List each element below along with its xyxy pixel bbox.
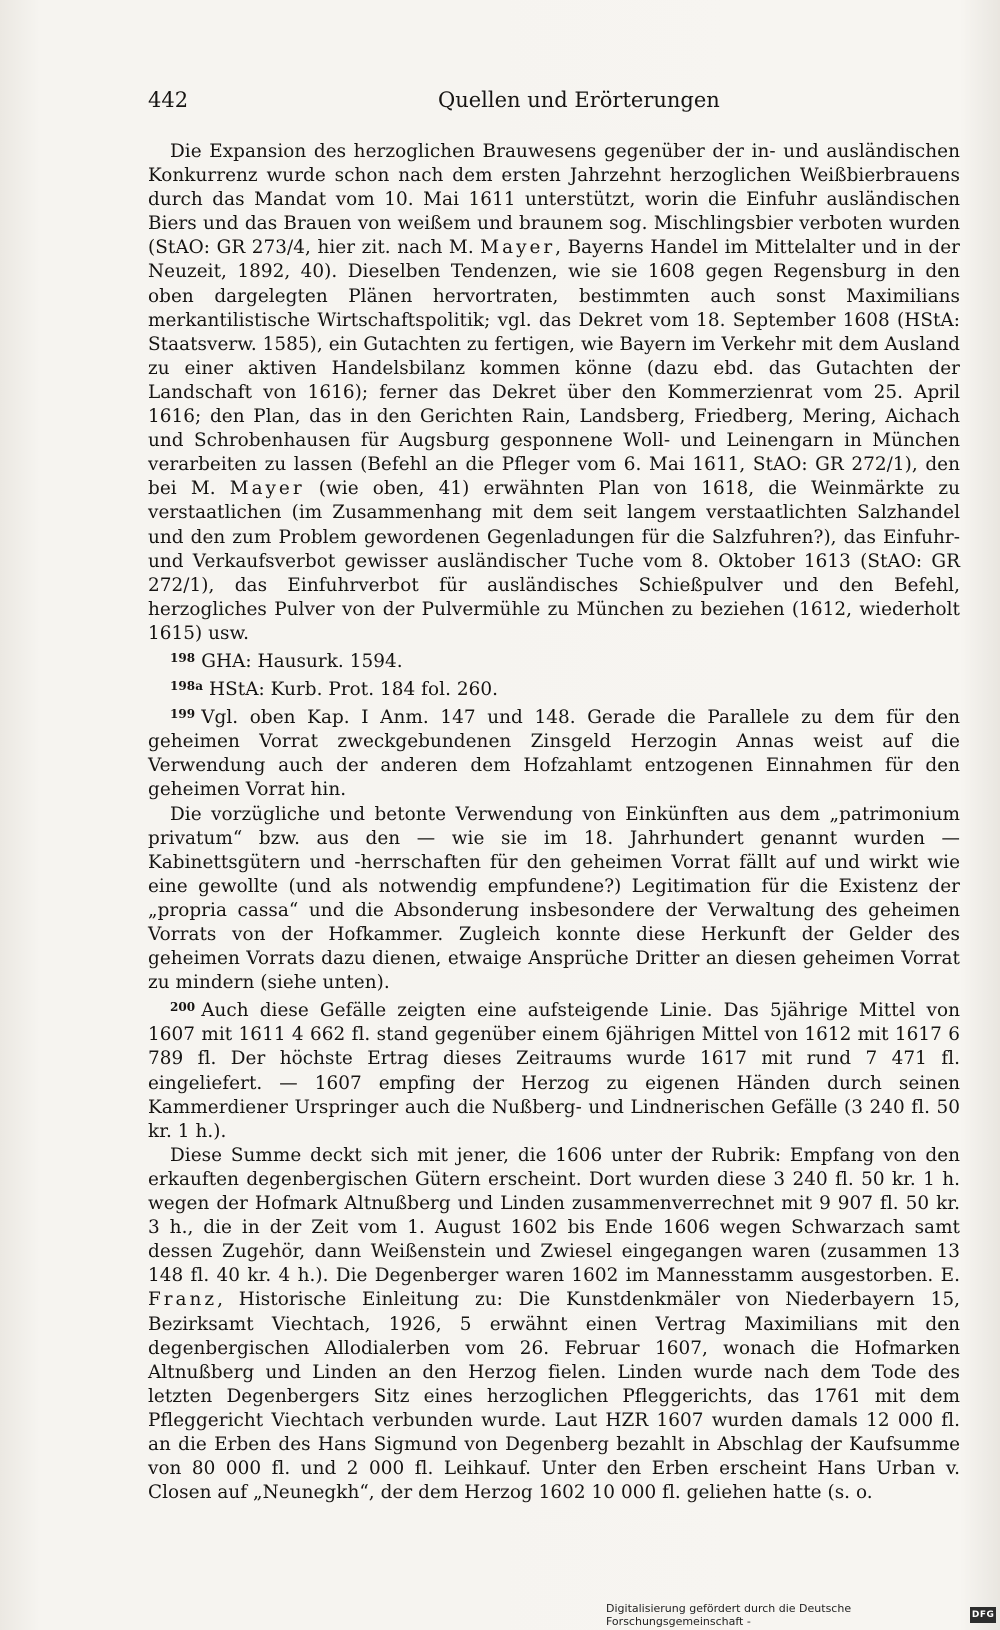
paragraph-text: (wie oben, 41) erwähnten Plan von 1618, die Weinmärkte zu verstaatlichen (im Zusammenhang mit dem seit langem verstaatlichten Salzhandel und den zum Problem gewordenen Gegenladungen für die Salzfuhren?), das Einfuhr- und Verkaufsverbot gewisser ausländischer Tuche vom 8. Oktober 1613 (StAO: GR 272/1), das Einfuhrverbot für ausländisches Schießpulver und den Befehl, herzogliches Pulver von der Pulvermühle zu München zu beziehen (1612, wiederholt 1615) usw. [148,478,960,644]
footnote-paragraph [148,674,960,702]
running-title: Quellen und Erörterungen [438,88,720,112]
author-name-spaced: Mayer [229,478,305,500]
text-paragraph [148,1144,960,1505]
paragraph-text: Die vorzügliche und betonte Verwendung von Einkünften aus dem „patrimonium privatum“ bzw. aus den — wie sie im 18. Jahrhundert genannt wurden — Kabinettsgütern und -herrschaften für den geheimen Vorrat fällt auf und wirkt wie eine gewollte (und als notwendig empfundene?) Legitimation für die Existenz der „propria cassa“ und die Absonderung insbesondere der Verwaltung des geheimen Vorrats von der Hofkammer. Zugleich konnte diese Herkunft der Gelder des geheimen Vorrats dazu dienen, etwaige Ansprüche Dritter an diesen geheimen Vorrat zu mindern (siehe unten). [148,803,960,994]
body-text [148,140,960,1505]
footnote-paragraph [148,995,960,1144]
footnote-number: 200 [170,1000,196,1015]
page-header [148,88,958,118]
paragraph-text: Auch diese Gefälle zeigten eine aufsteigende Linie. Das 5jährige Mittel von 1607 mit 1611 4 662 fl. stand gegenüber einem 6jährigen Mittel von 1612 mit 1617 6 789 fl. Der höchste Ertrag dieses Zeitraums wurde 1617 mit rund 7 471 fl. eingeliefert. — 1607 empfing der Herzog zu eigenen Händen durch seinen Kammerdiener Urspringer auch die Nußberg- und Lindnerischen Gefälle (3 240 fl. 50 kr. 1 h.). [148,1000,960,1142]
text-paragraph [148,140,960,646]
paragraph-text: , Historische Einleitung zu: Die Kunstdenkmäler von Niederbayern 15, Bezirksamt Viechtach, 1926, 5 erwähnt einen Vertrag Maximilians mit den degenbergischen Allodialerben vom 26. Februar 1607, wonach die Hofmarken Altnußberg und Linden an den Herzog fielen. Linden wurde nach dem Tode des letzten Degenbergers Sitz eines herzoglichen Pfleggerichts, das 1761 mit dem Pfleggericht Viechtach verbunden wurde. Laut HZR 1607 wurden damals 12 000 fl. an die Erben des Hans Sigmund von Degenberg bezahlt in Abschlag der Kaufsumme von 80 000 fl. und 2 000 fl. Leihkauf. Unter den Erben erscheint Hans Urban v. Closen auf „Neunegkh“, der dem Herzog 1602 10 000 fl. geliehen hatte (s. o. [148,1289,960,1504]
paragraph-text: GHA: Hausurk. 1594. [201,650,403,672]
dfg-logo-icon: DFG [970,1607,996,1623]
footnote-paragraph [148,646,960,674]
author-name-spaced: Mayer [480,237,556,259]
author-name-spaced: Franz [148,1289,218,1311]
footnote-number: 199 [170,707,196,722]
footnote-paragraph [148,702,960,802]
paragraph-text: , Bayerns Handel im Mittelalter und in der Neuzeit, 1892, 40). Dieselben Tendenzen, wie sie 1608 gegen Regensburg in den oben dargelegten Plänen hervortraten, bestimmten auch sonst Maximilians merkantilistische Wirtschaftspolitik; vgl. das Dekret vom 18. September 1608 (HStA: Staatsverw. 1585), ein Gutachten zu fertigen, wie Bayern im Verkehr mit dem Ausland zu einer aktiven Handelsbilanz kommen könne (dazu ebd. das Gutachten der Landschaft von 1616); ferner das Dekret über den Kommerzienrat vom 25. April 1616; den Plan, das in den Gerichten Rain, Landsberg, Friedberg, Mering, Aichach und Schrobenhausen für Augsburg gesponnene Woll- und Leinengarn in München verarbeiten zu lassen (Befehl an die Pfleger vom 6. Mai 1611, StAO: GR 272/1), den bei M. [148,237,961,500]
paragraph-text: Vgl. oben Kap. I Anm. 147 und 148. Gerade die Parallele zu dem für den geheimen Vorrat zweckgebundenen Zinsgeld Herzogin Annas weist auf die Verwendung auch der anderen dem Hofzahlamt entzogenen Einnahmen für den geheimen Vorrat hin. [148,707,960,801]
paragraph-text: Die Expansion des herzoglichen Brauwesens gegenüber der in- und ausländischen Konkurrenz wurde schon nach dem ersten Jahrzehnt herzoglichen Weißbierbrauens durch das Mandat vom 10. Mai 1611 unterstützt, worin die Einfuhr ausländischen Biers und das Brauen von weißem und braunem sog. Mischlingsbier verboten wurden (StAO: GR 273/4, hier zit. nach M. [148,141,960,259]
footnote-number: 198 [170,650,196,665]
footer-credit-text: Digitalisierung gefördert durch die Deutsche Forschungsgemeinschaft - [606,1602,852,1628]
digitization-footer [606,1604,1000,1626]
footnote-number: 198a [170,679,204,694]
paragraph-text: Diese Summe deckt sich mit jener, die 1606 unter der Rubrik: Empfang von den erkauften degenbergischen Gütern erscheint. Dort wurden diese 3 240 fl. 50 kr. 1 h. wegen der Hofmark Altnußberg und Linden zusammenverrechnet mit 9 907 fl. 50 kr. 3 h., die in der Zeit vom 1. August 1602 bis Ende 1606 wegen Schwarzach samt dessen Zugehör, dann Weißenstein und Zwiesel eingegangen waren (zusammen 13 148 fl. 40 kr. 4 h.). Die Degenberger waren 1602 im Mannesstamm ausgestorben. E. [148,1144,960,1287]
paragraph-text: HStA: Kurb. Prot. 184 fol. 260. [209,679,499,701]
text-paragraph [148,803,960,996]
page-number: 442 [148,88,189,112]
